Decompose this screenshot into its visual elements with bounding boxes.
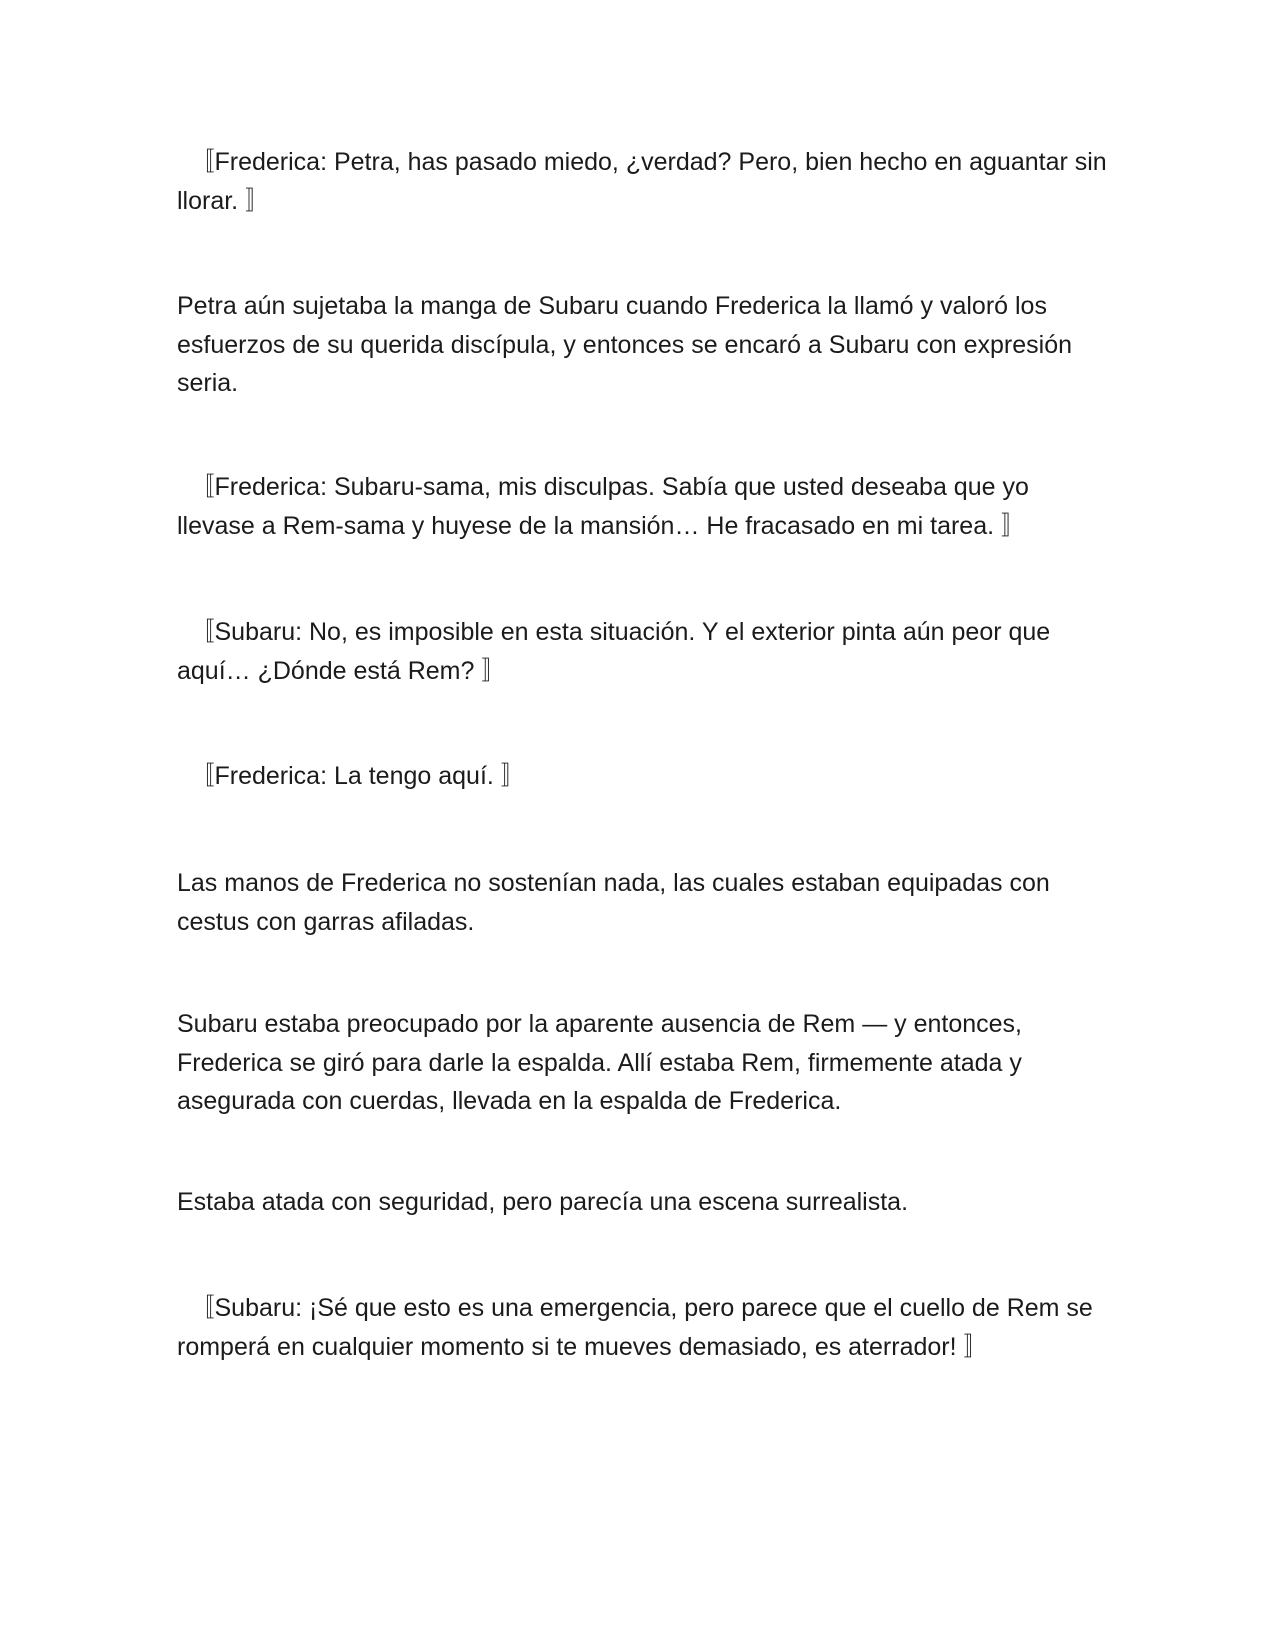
dialogue-frederica-apology: 〚Frederica: Subaru-sama, mis disculpas. Sabía que usted deseaba que yo llevase a Rem-sama y huyese de la mansión… He fracasado en mi tarea. 〛: [177, 473, 1029, 540]
narration-surreal-scene: Estaba atada con seguridad, pero parecía una escena surrealista.: [177, 1188, 909, 1216]
narration-petra-sleeve: Petra aún sujetaba la manga de Subaru cuando Frederica la llamó y valoró los esfuerzos de su querida discípula, y entonces se encaró a Subaru con expresión seria.: [177, 292, 1072, 397]
dialogue-frederica-here: 〚Frederica: La tengo aquí. 〛: [177, 762, 526, 790]
dialogue-frederica-petra: 〚Frederica: Petra, has pasado miedo, ¿verdad? Pero, bien hecho en aguantar sin llorar. 〛: [177, 148, 1107, 215]
narration-rem-on-back: Subaru estaba preocupado por la aparente ausencia de Rem — y entonces, Frederica se giró para darle la espalda. Allí estaba Rem, firmemente atada y asegurada con cuerdas, llevada en la espalda de Frederica.: [177, 1010, 1022, 1115]
dialogue-subaru-emergency: 〚Subaru: ¡Sé que esto es una emergencia, pero parece que el cuello de Rem se romperá en cualquier momento si te mueves demasiado, es aterrador! 〛: [177, 1294, 1093, 1361]
narration-frederica-hands: Las manos de Frederica no sostenían nada, las cuales estaban equipadas con cestus con garras afiladas.: [177, 869, 1050, 936]
dialogue-subaru-where-rem: 〚Subaru: No, es imposible en esta situación. Y el exterior pinta aún peor que aquí… ¿Dónde está Rem? 〛: [177, 618, 1051, 685]
